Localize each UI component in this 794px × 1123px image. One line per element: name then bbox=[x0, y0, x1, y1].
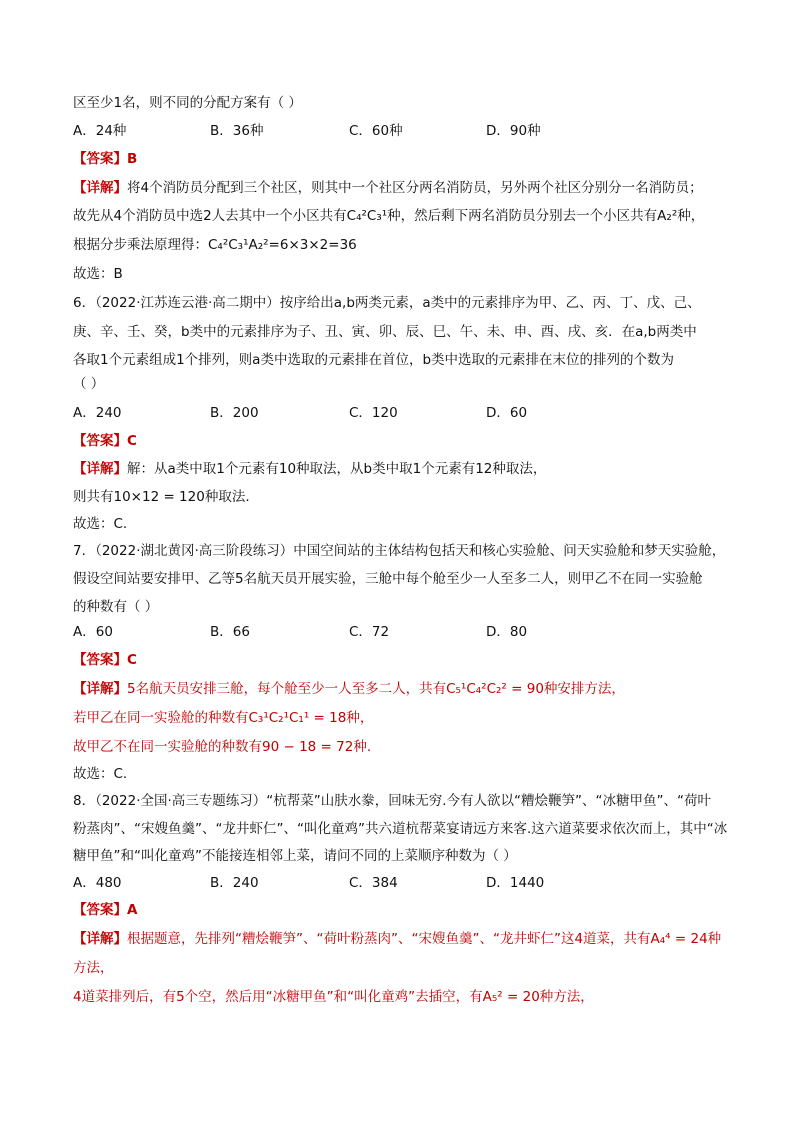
detail-text: 将4个消防员分配到三个社区，则其中一个社区分两名消防员，另外两个社区分别分一名消防员； bbox=[127, 180, 703, 196]
q7-stem-1: 7．（2022·湖北黄冈·高三阶段练习）中国空间站的主体结构包括天和核心实验舱、问天实验舱和梦天实验舱， bbox=[73, 543, 726, 559]
q8-option-c: C．384 bbox=[349, 875, 398, 891]
q5-option-c: C．60种 bbox=[349, 123, 403, 139]
q7-choose: 故选：C. bbox=[73, 766, 128, 782]
q8-stem-1: 8．（2022·全国·高三专题练习）“杭帮菜”山肤水豢，回味无穷.今有人欲以“糟烩鞭笋”、“冰糖甲鱼”、“荷叶 bbox=[73, 793, 712, 809]
q6-stem-4: （ ） bbox=[73, 376, 105, 392]
q5-choose: 故选：B bbox=[73, 266, 123, 282]
q7-detail-2: 若甲乙在同一实验舱的种数有C₃¹C₂¹C₁¹ = 18种， bbox=[73, 710, 374, 726]
q6-stem-3: 各取1个元素组成1个排列，则a类中选取的元素排在首位，b类中选取的元素排在末位的排列的个数为 bbox=[73, 352, 675, 368]
detail-tag: 【详解】 bbox=[73, 461, 127, 477]
q6-stem-1: 6．（2022·江苏连云港·高二期中）按序给出a,b两类元素，a类中的元素排序为甲、乙、丙、丁、戊、己、 bbox=[73, 295, 701, 311]
q6-options bbox=[73, 403, 673, 423]
answer-tag: 【答案】 bbox=[73, 433, 127, 449]
detail-text: 5名航天员安排三舱，每个舱至少一人至多二人，共有C₅¹C₄²C₂² = 90种安排方法， bbox=[127, 681, 625, 697]
q8-option-b: B．240 bbox=[210, 875, 259, 891]
q5-options bbox=[73, 121, 673, 141]
q7-stem-3: 的种数有（ ） bbox=[73, 599, 159, 615]
q6-option-a: A．240 bbox=[73, 405, 122, 421]
answer-value: A bbox=[127, 902, 138, 918]
q6-option-c: C．120 bbox=[349, 405, 398, 421]
detail-text: 解：从a类中取1个元素有10种取法，从b类中取1个元素有12种取法， bbox=[127, 461, 547, 477]
q7-answer bbox=[73, 650, 724, 670]
q7-detail-3: 故甲乙不在同一实验舱的种数有90 − 18 = 72种. bbox=[73, 739, 372, 755]
q8-detail-1 bbox=[73, 929, 724, 949]
q7-stem-2: 假设空间站要安排甲、乙等5名航天员开展实验，三舱中每个舱至少一人至多二人，则甲乙不在同一实验舱 bbox=[73, 571, 703, 587]
q7-options bbox=[73, 622, 673, 642]
q8-options bbox=[73, 873, 673, 893]
q5-answer bbox=[73, 149, 724, 169]
q8-answer bbox=[73, 900, 724, 920]
q7-option-b: B．66 bbox=[210, 624, 250, 640]
q5-option-a: A．24种 bbox=[73, 123, 127, 139]
q5-detail-2: 故先从4个消防员中选2人去其中一个小区共有C₄²C₃¹种，然后剩下两名消防员分别去一个小区共有A₂²种， bbox=[73, 208, 705, 224]
q8-stem-2: 粉蒸肉”、“宋嫂鱼羹”、“龙井虾仁”、“叫化童鸡”共六道杭帮菜宴请远方来客.这六道菜要求依次而上，其中“冰 bbox=[73, 821, 728, 837]
q7-option-a: A．60 bbox=[73, 624, 113, 640]
answer-value: B bbox=[127, 151, 138, 167]
detail-tag: 【详解】 bbox=[73, 931, 127, 947]
q5-option-b: B．36种 bbox=[210, 123, 264, 139]
q6-detail-1 bbox=[73, 459, 724, 479]
q6-option-b: B．200 bbox=[210, 405, 259, 421]
q6-detail-2: 则共有10×12 = 120种取法. bbox=[73, 489, 250, 505]
answer-tag: 【答案】 bbox=[73, 652, 127, 668]
q8-stem-3: 糖甲鱼”和“叫化童鸡”不能接连相邻上菜，请问不同的上菜顺序种数为（ ） bbox=[73, 848, 517, 864]
q7-option-c: C．72 bbox=[349, 624, 390, 640]
answer-value: C bbox=[127, 652, 137, 668]
q8-option-d: D．1440 bbox=[486, 875, 545, 891]
q8-detail-2: 方法， bbox=[73, 960, 114, 976]
q8-detail-3: 4道菜排列后，有5个空，然后用“冰糖甲鱼”和“叫化童鸡”去插空，有A₅² = 20种方法， bbox=[73, 989, 594, 1005]
q5-stem-tail: 区至少1名，则不同的分配方案有（ ） bbox=[73, 95, 302, 111]
detail-tag: 【详解】 bbox=[73, 180, 127, 196]
q5-option-d: D．90种 bbox=[486, 123, 541, 139]
answer-tag: 【答案】 bbox=[73, 151, 127, 167]
detail-text: 根据题意，先排列“糟烩鞭笋”、“荷叶粉蒸肉”、“宋嫂鱼羹”、“龙井虾仁”这4道菜，共有A₄⁴ = 24种 bbox=[127, 931, 722, 947]
q7-detail-1 bbox=[73, 679, 724, 699]
q7-option-d: D．80 bbox=[486, 624, 528, 640]
q5-detail-3: 根据分步乘法原理得：C₄²C₃¹A₂²=6×3×2=36 bbox=[73, 237, 357, 253]
q5-detail-1 bbox=[73, 178, 724, 198]
answer-tag: 【答案】 bbox=[73, 902, 127, 918]
q6-option-d: D．60 bbox=[486, 405, 528, 421]
q8-option-a: A．480 bbox=[73, 875, 122, 891]
detail-tag: 【详解】 bbox=[73, 681, 127, 697]
answer-value: C bbox=[127, 433, 137, 449]
q6-stem-2: 庚、辛、壬、癸，b类中的元素排序为子、丑、寅、卯、辰、巳、午、未、申、酉、戌、亥．在a,b两类中 bbox=[73, 324, 697, 340]
q6-choose: 故选：C. bbox=[73, 516, 128, 532]
q6-answer bbox=[73, 431, 724, 451]
